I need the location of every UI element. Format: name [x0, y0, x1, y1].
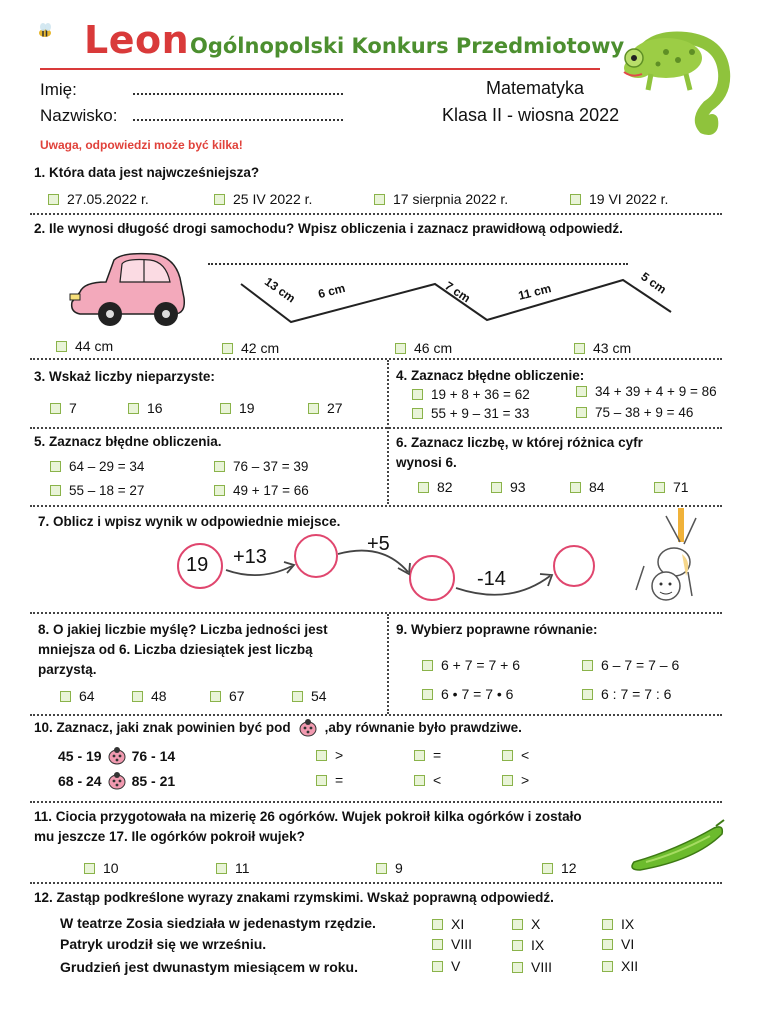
question-4: 4. Zaznacz błędne obliczenie:: [396, 368, 585, 383]
q12-sentence-2: Patryk urodził się we wrześniu.: [60, 936, 267, 952]
q10-row-1-option-1[interactable]: >: [316, 747, 343, 763]
q8-option-3[interactable]: 67: [210, 688, 245, 704]
q10-row-1-option-2[interactable]: =: [414, 747, 441, 763]
q11-option-4[interactable]: 12: [542, 860, 577, 876]
checkbox[interactable]: [654, 482, 665, 493]
header-rule: [40, 68, 600, 70]
checkbox[interactable]: [512, 962, 523, 973]
q8-option-1[interactable]: 64: [60, 688, 95, 704]
cucumber-icon: [626, 816, 730, 872]
checkbox[interactable]: [376, 863, 387, 874]
q5-option-2[interactable]: 76 – 37 = 39: [214, 459, 308, 474]
q3-option-3[interactable]: 19: [220, 400, 255, 416]
q2-option-2[interactable]: 42 cm: [222, 340, 279, 356]
q12-row-2-option-1[interactable]: VIII: [432, 936, 472, 952]
question-1: 1. Która data jest najwcześniejsza?: [34, 165, 260, 180]
question-8-line-3: parzystą.: [38, 662, 97, 677]
q6-option-3[interactable]: 84: [570, 479, 605, 495]
divider: [30, 801, 722, 803]
checkbox[interactable]: [60, 691, 71, 702]
column-divider: [387, 360, 389, 504]
checkbox[interactable]: [432, 919, 443, 930]
start-number: 19: [186, 554, 209, 576]
checkbox[interactable]: [602, 939, 613, 950]
q12-row-3-option-3[interactable]: XII: [602, 958, 638, 974]
q12-sentence-1: W teatrze Zosia siedziała w jedenastym rzędzie.: [60, 915, 376, 931]
bee-icon: [34, 20, 56, 42]
segment-3: 7 cm: [442, 278, 473, 306]
q2-option-1[interactable]: 44 cm: [56, 338, 113, 354]
q9-option-4[interactable]: 6 : 7 = 7 : 6: [582, 686, 671, 702]
segment-2: 6 cm: [316, 280, 347, 302]
q9-option-3[interactable]: 6 • 7 = 7 • 6: [422, 686, 513, 702]
q12-row-1-option-1[interactable]: XI: [432, 916, 464, 932]
ladybug-icon: [106, 746, 128, 766]
divider: [30, 882, 722, 884]
checkbox[interactable]: [374, 194, 385, 205]
hanging-kid-icon: [630, 506, 706, 610]
checkbox[interactable]: [570, 194, 581, 205]
q2-option-4[interactable]: 43 cm: [574, 340, 631, 356]
calculation-chain: [170, 530, 610, 610]
divider: [30, 213, 722, 215]
q6-option-4[interactable]: 71: [654, 479, 689, 495]
answer-circle-2[interactable]: [410, 558, 450, 598]
checkbox[interactable]: [316, 775, 327, 786]
q4-option-4[interactable]: 75 – 38 + 9 = 46: [576, 405, 693, 420]
q12-row-3-option-1[interactable]: V: [432, 958, 460, 974]
q10-row-2-equation: 68 - 24 85 - 21: [58, 773, 176, 789]
divider: [30, 714, 722, 716]
q1-option-1[interactable]: 27.05.2022 r.: [48, 191, 149, 207]
q1-option-4[interactable]: 19 VI 2022 r.: [570, 191, 668, 207]
checkbox[interactable]: [316, 750, 327, 761]
q8-option-2[interactable]: 48: [132, 688, 167, 704]
q4-option-1[interactable]: 19 + 8 + 36 = 62: [412, 387, 530, 402]
segment-5: 5 cm: [638, 269, 669, 297]
checkbox[interactable]: [432, 961, 443, 972]
name-field[interactable]: [133, 93, 343, 95]
column-divider: [387, 614, 389, 714]
q3-option-4[interactable]: 27: [308, 400, 343, 416]
q12-row-1-option-3[interactable]: IX: [602, 916, 634, 932]
q9-option-2[interactable]: 6 – 7 = 7 – 6: [582, 657, 679, 673]
contest-title: Ogólnopolski Konkurs Przedmiotowy: [190, 34, 625, 58]
q12-row-2-option-3[interactable]: VI: [602, 936, 634, 952]
segment-1: 13 cm: [262, 274, 298, 306]
checkbox[interactable]: [222, 343, 233, 354]
q3-option-1[interactable]: 7: [50, 400, 77, 416]
checkbox[interactable]: [491, 482, 502, 493]
q12-row-2-option-2[interactable]: IX: [512, 937, 544, 953]
question-10: 10. Zaznacz, jaki znak powinien być pod ,aby równanie było prawdziwe.: [34, 718, 522, 738]
checkbox[interactable]: [414, 750, 425, 761]
q6-option-1[interactable]: 82: [418, 479, 453, 495]
checkbox[interactable]: [502, 775, 513, 786]
question-2: 2. Ile wynosi długość drogi samochodu? Wpisz obliczenia i zaznacz prawidłową odpowiedź.: [34, 221, 623, 236]
checkbox[interactable]: [602, 961, 613, 972]
q12-row-3-option-2[interactable]: VIII: [512, 959, 552, 975]
checkbox[interactable]: [412, 389, 423, 400]
checkbox[interactable]: [50, 485, 61, 496]
checkbox[interactable]: [214, 461, 225, 472]
operation-1: +13: [233, 546, 267, 568]
checkbox[interactable]: [48, 194, 59, 205]
surname-label: Nazwisko:: [40, 106, 118, 125]
checkbox[interactable]: [216, 863, 227, 874]
q10-row-2-option-2[interactable]: <: [414, 772, 441, 788]
checkbox[interactable]: [395, 343, 406, 354]
q6-option-2[interactable]: 93: [491, 479, 526, 495]
operation-2: +5: [367, 533, 390, 555]
q1-option-2[interactable]: 25 IV 2022 r.: [214, 191, 312, 207]
checkbox[interactable]: [502, 750, 513, 761]
question-12: 12. Zastąp podkreślone wyrazy znakami rzymskimi. Wskaż poprawną odpowiedź.: [34, 890, 554, 905]
question-6-line-2: wynosi 6.: [396, 455, 457, 470]
answer-line[interactable]: [208, 263, 628, 265]
divider: [30, 505, 722, 507]
checkbox[interactable]: [512, 919, 523, 930]
checkbox[interactable]: [582, 689, 593, 700]
segment-4: 11 cm: [516, 281, 553, 303]
checkbox[interactable]: [542, 863, 553, 874]
question-9: 9. Wybierz poprawne równanie:: [396, 622, 598, 637]
question-3: 3. Wskaż liczby nieparzyste:: [34, 369, 215, 384]
q10-row-1-equation: 45 - 19 76 - 14: [58, 748, 176, 764]
question-8-line-2: mniejsza od 6. Liczba dziesiątek jest liczbą: [38, 642, 313, 657]
question-6-line-1: 6. Zaznacz liczbę, w której różnica cyfr: [396, 435, 643, 450]
checkbox[interactable]: [50, 461, 61, 472]
q4-option-3[interactable]: 55 + 9 – 31 = 33: [412, 406, 529, 421]
warning-note: Uwaga, odpowiedzi może być kilka!: [40, 138, 243, 152]
checkbox[interactable]: [308, 403, 319, 414]
question-7: 7. Oblicz i wpisz wynik w odpowiednie miejsce.: [38, 514, 341, 529]
grade-label: Klasa II - wiosna 2022: [442, 105, 620, 125]
checkbox[interactable]: [214, 485, 225, 496]
question-8-line-1: 8. O jakiej liczbie myślę? Liczba jedności jest: [38, 622, 328, 637]
q5-option-3[interactable]: 55 – 18 = 27: [50, 483, 144, 498]
checkbox[interactable]: [582, 660, 593, 671]
checkbox[interactable]: [418, 482, 429, 493]
checkbox[interactable]: [84, 863, 95, 874]
checkbox[interactable]: [422, 660, 433, 671]
q5-option-4[interactable]: 49 + 17 = 66: [214, 483, 309, 498]
operation-3: -14: [477, 568, 506, 590]
checkbox[interactable]: [570, 482, 581, 493]
q3-option-2[interactable]: 16: [128, 400, 163, 416]
checkbox[interactable]: [220, 403, 231, 414]
subject-label: Matematyka: [486, 78, 585, 98]
checkbox[interactable]: [132, 691, 143, 702]
checkbox[interactable]: [422, 689, 433, 700]
checkbox[interactable]: [128, 403, 139, 414]
checkbox[interactable]: [214, 194, 225, 205]
answer-circle-1[interactable]: [300, 536, 340, 576]
question-11-line-1: 11. Ciocia przygotowała na mizerię 26 ogórków. Wujek pokroił kilka ogórków i zostało: [34, 809, 582, 824]
checkbox[interactable]: [432, 939, 443, 950]
checkbox[interactable]: [210, 691, 221, 702]
checkbox[interactable]: [602, 919, 613, 930]
name-label: Imię:: [40, 80, 77, 99]
checkbox[interactable]: [574, 343, 585, 354]
surname-field[interactable]: [133, 119, 343, 121]
q12-sentence-3: Grudzień jest dwunastym miesiącem w roku.: [60, 959, 358, 975]
checkbox[interactable]: [292, 691, 303, 702]
checkbox[interactable]: [576, 386, 587, 397]
q11-option-2[interactable]: 11: [216, 860, 250, 876]
checkbox[interactable]: [412, 408, 423, 419]
checkbox[interactable]: [414, 775, 425, 786]
q4-option-2[interactable]: 34 + 39 + 4 + 9 = 86: [576, 384, 717, 399]
divider: [30, 427, 722, 429]
checkbox[interactable]: [512, 940, 523, 951]
question-5: 5. Zaznacz błędne obliczenia.: [34, 434, 222, 449]
q2-option-3[interactable]: 46 cm: [395, 340, 452, 356]
car-icon: [66, 248, 192, 332]
q10-row-2-option-3[interactable]: >: [502, 772, 529, 788]
q12-row-1-option-2[interactable]: X: [512, 916, 540, 932]
q11-option-1[interactable]: 10: [84, 860, 119, 876]
answer-circle-3[interactable]: [556, 548, 594, 586]
checkbox[interactable]: [56, 341, 67, 352]
q11-option-3[interactable]: 9: [376, 860, 403, 876]
q1-option-3[interactable]: 17 sierpnia 2022 r.: [374, 191, 508, 207]
brand-logo: Leon: [84, 18, 190, 62]
q10-row-1-option-3[interactable]: <: [502, 747, 529, 763]
checkbox[interactable]: [50, 403, 61, 414]
ladybug-icon: [297, 718, 319, 738]
q8-option-4[interactable]: 54: [292, 688, 327, 704]
ladybug-icon: [106, 771, 128, 791]
q10-row-2-option-1[interactable]: =: [316, 772, 343, 788]
q9-option-1[interactable]: 6 + 7 = 7 + 6: [422, 657, 520, 673]
q5-option-1[interactable]: 64 – 29 = 34: [50, 459, 144, 474]
divider: [30, 612, 722, 614]
checkbox[interactable]: [576, 407, 587, 418]
divider: [30, 358, 722, 360]
question-11-line-2: mu jeszcze 17. Ile ogórków pokroił wujek?: [34, 829, 305, 844]
